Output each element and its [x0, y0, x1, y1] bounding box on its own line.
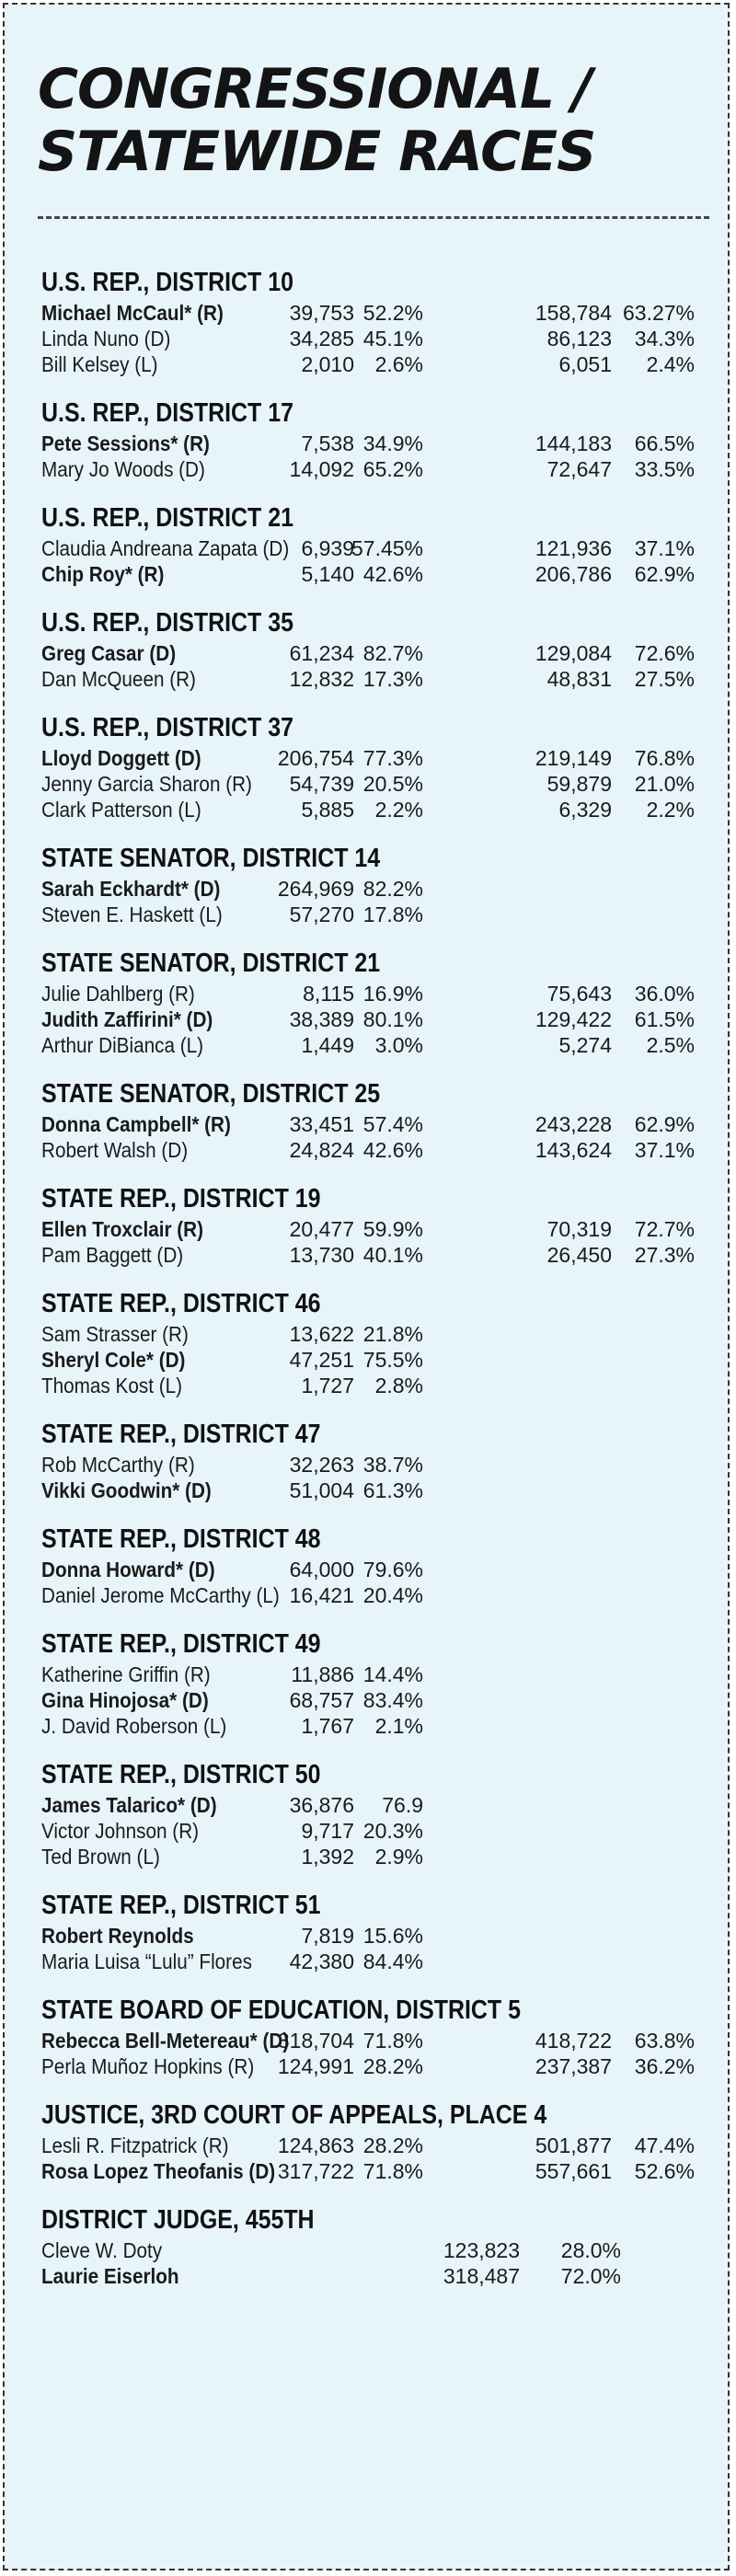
candidate-row	[41, 981, 722, 1006]
vote-percent-1: 20.5%	[362, 772, 423, 796]
vote-count-1: 1,449	[301, 1033, 354, 1057]
vote-count-1: 1,727	[301, 1374, 354, 1397]
vote-count-1: 318,487	[443, 2264, 520, 2288]
candidate-row	[41, 2263, 722, 2289]
vote-percent-1: 14.4%	[362, 1662, 423, 1686]
candidate-row	[41, 326, 722, 351]
candidate-name: Cleve W. Doty	[41, 2238, 163, 2262]
vote-count-2: 75,643	[546, 982, 612, 1006]
candidate-name: Pete Sessions* (R)	[41, 431, 210, 455]
candidate-name: Laurie Eiserloh	[41, 2264, 179, 2288]
vote-percent-2: 47.4%	[634, 2133, 695, 2157]
candidate-row	[41, 902, 722, 927]
candidate-name: Katherine Griffin (R)	[41, 1662, 211, 1686]
vote-count-2: 418,722	[535, 2029, 612, 2053]
candidate-row	[41, 1006, 722, 1032]
race-block	[41, 607, 722, 692]
candidate-row	[41, 1792, 722, 1818]
candidate-row	[41, 1818, 722, 1844]
vote-count-2: 72,647	[546, 457, 612, 481]
race-block	[41, 1628, 722, 1739]
candidate-name: Maria Luisa “Lulu” Flores	[41, 1949, 252, 1973]
vote-percent-2: 37.1%	[634, 1138, 695, 1162]
candidate-row	[41, 351, 722, 377]
vote-count-1: 6,939	[301, 536, 354, 560]
vote-percent-2: 37.1%	[634, 536, 695, 560]
candidate-row	[41, 300, 722, 326]
vote-percent-2: 72.6%	[634, 641, 695, 665]
vote-percent-1: 20.3%	[362, 1819, 423, 1843]
vote-count-2: 5,274	[558, 1033, 612, 1057]
vote-percent-1: 40.1%	[362, 1243, 423, 1267]
vote-count-2: 70,319	[546, 1217, 612, 1241]
vote-count-1: 124,863	[277, 2133, 354, 2157]
candidate-row	[41, 666, 722, 692]
candidate-name: Perla Muñoz Hopkins (R)	[41, 2054, 255, 2078]
race-title: STATE REP., DISTRICT 48	[41, 1524, 321, 1554]
vote-count-1: 206,754	[277, 746, 354, 770]
vote-count-1: 8,115	[303, 982, 354, 1006]
race-list	[41, 267, 722, 2309]
vote-percent-1: 45.1%	[362, 327, 423, 351]
candidate-name: Sam Strasser (R)	[41, 1322, 189, 1346]
vote-percent-2: 2.4%	[646, 352, 695, 376]
vote-percent-1: 28.2%	[362, 2133, 423, 2157]
vote-percent-2: 36.0%	[634, 982, 695, 1006]
race-block	[41, 397, 722, 482]
candidate-row	[41, 1844, 722, 1869]
vote-percent-1: 20.4%	[362, 1583, 423, 1607]
race-block	[41, 502, 722, 587]
vote-percent-2: 76.8%	[634, 746, 695, 770]
candidate-name: Robert Walsh (D)	[41, 1138, 189, 1162]
candidate-row	[41, 2158, 722, 2184]
vote-percent-1: 84.4%	[362, 1949, 423, 1973]
vote-percent-2: 21.0%	[634, 772, 695, 796]
vote-percent-1: 71.8%	[362, 2159, 423, 2183]
vote-percent-2: 27.3%	[634, 1243, 695, 1267]
vote-count-1: 7,819	[301, 1924, 354, 1948]
race-title: U.S. REP., DISTRICT 37	[41, 713, 293, 742]
title-line-2: STATEWIDE RACES	[38, 120, 596, 184]
vote-count-2: 129,422	[535, 1007, 612, 1031]
vote-percent-1: 38.7%	[362, 1453, 423, 1477]
vote-percent-1: 77.3%	[362, 746, 423, 770]
candidate-row	[41, 1662, 722, 1687]
vote-count-2: 144,183	[535, 431, 612, 455]
race-block	[41, 1524, 722, 1608]
race-block	[41, 267, 722, 377]
vote-percent-1: 80.1%	[362, 1007, 423, 1031]
race-block	[41, 843, 722, 927]
candidate-name: Bill Kelsey (L)	[41, 352, 158, 376]
vote-percent-1: 82.7%	[362, 641, 423, 665]
vote-percent-1: 61.3%	[362, 1478, 423, 1502]
race-block	[41, 1419, 722, 1503]
candidate-name: Greg Casar (D)	[41, 641, 177, 665]
race-block	[41, 712, 722, 822]
vote-percent-1: 76.9	[382, 1793, 423, 1817]
candidate-name: Judith Zaffirini* (D)	[41, 1007, 213, 1031]
vote-percent-1: 2.8%	[374, 1374, 423, 1397]
vote-percent-1: 17.8%	[362, 903, 423, 926]
vote-count-1: 1,767	[301, 1714, 354, 1738]
candidate-row	[41, 1713, 722, 1739]
candidate-name: Gina Hinojosa* (D)	[41, 1688, 209, 1712]
vote-count-2: 158,784	[535, 301, 612, 325]
candidate-name: Lloyd Doggett (D)	[41, 746, 201, 770]
candidate-name: Rebecca Bell-Metereau* (D)	[41, 2029, 290, 2053]
vote-count-1: 13,622	[289, 1322, 354, 1346]
vote-count-1: 13,730	[289, 1243, 354, 1267]
vote-count-1: 24,824	[289, 1138, 354, 1162]
candidate-row	[41, 1373, 722, 1398]
race-block	[41, 1288, 722, 1398]
candidate-name: Robert Reynolds	[41, 1924, 194, 1948]
candidate-name: Thomas Kost (L)	[41, 1374, 182, 1397]
candidate-row	[41, 431, 722, 456]
vote-percent-1: 82.2%	[362, 877, 423, 901]
candidate-row	[41, 1321, 722, 1347]
candidate-row	[41, 1216, 722, 1242]
candidate-name: Claudia Andreana Zapata (D)	[41, 536, 290, 560]
candidate-row	[41, 456, 722, 482]
candidate-name: James Talarico* (D)	[41, 1793, 217, 1817]
vote-percent-1: 2.6%	[374, 352, 423, 376]
vote-count-1: 317,722	[277, 2159, 354, 2183]
vote-count-1: 2,010	[301, 352, 354, 376]
vote-percent-1: 65.2%	[362, 457, 423, 481]
vote-count-2: 86,123	[546, 327, 612, 351]
vote-count-1: 1,392	[301, 1845, 354, 1869]
vote-percent-2: 27.5%	[634, 667, 695, 691]
vote-count-2: 243,228	[535, 1112, 612, 1136]
candidate-name: Pam Baggett (D)	[41, 1243, 184, 1267]
vote-percent-1: 2.9%	[374, 1845, 423, 1869]
vote-percent-1: 15.6%	[362, 1924, 423, 1948]
candidate-name: Rosa Lopez Theofanis (D)	[41, 2159, 276, 2183]
page-title	[38, 58, 719, 183]
vote-count-1: 36,876	[289, 1793, 354, 1817]
candidate-name: Arthur DiBianca (L)	[41, 1033, 204, 1057]
vote-percent-2: 72.7%	[634, 1217, 695, 1241]
candidate-row	[41, 1347, 722, 1373]
vote-count-1: 57,270	[289, 903, 354, 926]
vote-count-1: 20,477	[289, 1217, 354, 1241]
vote-percent-1: 57.45%	[351, 536, 423, 560]
candidate-name: Sarah Eckhardt* (D)	[41, 877, 221, 901]
vote-count-1: 318,704	[277, 2029, 354, 2053]
candidate-row	[41, 1687, 722, 1713]
race-block	[41, 2204, 722, 2289]
vote-percent-2: 34.3%	[634, 327, 695, 351]
race-block	[41, 1183, 722, 1268]
candidate-row	[41, 1478, 722, 1503]
vote-count-1: 14,092	[289, 457, 354, 481]
candidate-row	[41, 1582, 722, 1608]
candidate-name: Victor Johnson (R)	[41, 1819, 200, 1843]
candidate-row	[41, 2133, 722, 2158]
race-title: U.S. REP., DISTRICT 21	[41, 503, 293, 533]
vote-percent-1: 34.9%	[362, 431, 423, 455]
vote-percent-2: 62.9%	[634, 562, 695, 586]
candidate-row	[41, 2028, 722, 2053]
vote-count-1: 32,263	[289, 1453, 354, 1477]
vote-percent-1: 2.2%	[374, 798, 423, 822]
race-title: STATE REP., DISTRICT 51	[41, 1891, 321, 1920]
title-divider	[38, 216, 709, 219]
vote-count-1: 124,991	[277, 2054, 354, 2078]
race-title: DISTRICT JUDGE, 455TH	[41, 2205, 315, 2235]
vote-count-1: 42,380	[289, 1949, 354, 1973]
vote-count-1: 11,886	[291, 1662, 354, 1686]
race-title: STATE REP., DISTRICT 50	[41, 1760, 321, 1789]
race-block	[41, 1759, 722, 1869]
vote-percent-1: 21.8%	[362, 1322, 423, 1346]
vote-count-1: 5,140	[301, 562, 354, 586]
candidate-row	[41, 2053, 722, 2079]
vote-percent-1: 52.2%	[362, 301, 423, 325]
vote-count-1: 5,885	[301, 798, 354, 822]
candidate-name: Jenny Garcia Sharon (R)	[41, 772, 252, 796]
race-title: U.S. REP., DISTRICT 35	[41, 608, 293, 638]
vote-percent-2: 63.8%	[634, 2029, 695, 2053]
vote-percent-2: 62.9%	[634, 1112, 695, 1136]
vote-percent-2: 2.2%	[646, 798, 695, 822]
race-title: U.S. REP., DISTRICT 17	[41, 398, 293, 428]
candidate-row	[41, 1242, 722, 1268]
vote-percent-2: 66.5%	[634, 431, 695, 455]
race-title: STATE SENATOR, DISTRICT 14	[41, 844, 381, 873]
title-line-1: CONGRESSIONAL /	[38, 57, 592, 121]
race-title: STATE BOARD OF EDUCATION, DISTRICT 5	[41, 1995, 521, 2025]
candidate-name: Donna Campbell* (R)	[41, 1112, 231, 1136]
race-title: STATE REP., DISTRICT 49	[41, 1629, 321, 1659]
vote-percent-1: 72.0%	[560, 2264, 621, 2288]
vote-count-1: 264,969	[277, 877, 354, 901]
vote-percent-2: 52.6%	[634, 2159, 695, 2183]
candidate-name: Michael McCaul* (R)	[41, 301, 224, 325]
vote-count-1: 34,285	[289, 327, 354, 351]
race-title: STATE REP., DISTRICT 19	[41, 1184, 321, 1213]
vote-count-1: 9,717	[301, 1819, 354, 1843]
candidate-name: Rob McCarthy (R)	[41, 1453, 195, 1477]
vote-percent-1: 75.5%	[362, 1348, 423, 1372]
candidate-row	[41, 640, 722, 666]
candidate-name: Clark Patterson (L)	[41, 798, 201, 822]
vote-count-1: 51,004	[289, 1478, 354, 1502]
candidate-name: Mary Jo Woods (D)	[41, 457, 205, 481]
candidate-row	[41, 1137, 722, 1163]
race-block	[41, 1890, 722, 1974]
vote-percent-1: 42.6%	[362, 1138, 423, 1162]
vote-count-2: 129,084	[535, 641, 612, 665]
vote-count-2: 48,831	[546, 667, 612, 691]
candidate-name: Sheryl Cole* (D)	[41, 1348, 186, 1372]
vote-count-2: 501,877	[535, 2133, 612, 2157]
vote-count-1: 16,421	[289, 1583, 354, 1607]
vote-count-2: 557,661	[535, 2159, 612, 2183]
vote-count-1: 39,753	[289, 301, 354, 325]
candidate-row	[41, 2237, 722, 2263]
race-block	[41, 948, 722, 1058]
vote-count-2: 59,879	[546, 772, 612, 796]
vote-count-1: 68,757	[289, 1688, 354, 1712]
candidate-row	[41, 561, 722, 587]
vote-percent-2: 36.2%	[634, 2054, 695, 2078]
candidate-row	[41, 876, 722, 902]
candidate-row	[41, 771, 722, 797]
vote-percent-1: 57.4%	[362, 1112, 423, 1136]
candidate-name: Chip Roy* (R)	[41, 562, 165, 586]
vote-count-2: 121,936	[535, 536, 612, 560]
race-title: STATE REP., DISTRICT 46	[41, 1289, 321, 1318]
race-title: STATE REP., DISTRICT 47	[41, 1420, 321, 1449]
vote-percent-1: 28.2%	[362, 2054, 423, 2078]
vote-count-2: 6,329	[558, 798, 612, 822]
candidate-name: Ted Brown (L)	[41, 1845, 160, 1869]
candidate-row	[41, 797, 722, 822]
vote-count-2: 26,450	[546, 1243, 612, 1267]
vote-percent-1: 17.3%	[362, 667, 423, 691]
vote-percent-1: 28.0%	[560, 2238, 621, 2262]
vote-count-1: 123,823	[443, 2238, 520, 2262]
vote-count-1: 12,832	[289, 667, 354, 691]
candidate-name: Dan McQueen (R)	[41, 667, 196, 691]
candidate-row	[41, 1557, 722, 1582]
candidate-name: Donna Howard* (D)	[41, 1558, 215, 1581]
vote-count-1: 7,538	[301, 431, 354, 455]
vote-percent-1: 2.1%	[374, 1714, 423, 1738]
candidate-name: Vikki Goodwin* (D)	[41, 1478, 212, 1502]
race-title: U.S. REP., DISTRICT 10	[41, 268, 293, 297]
results-panel	[3, 3, 730, 2570]
candidate-name: Linda Nuno (D)	[41, 327, 171, 351]
race-title: JUSTICE, 3RD COURT OF APPEALS, PLACE 4	[41, 2100, 547, 2130]
candidate-name: Daniel Jerome McCarthy (L)	[41, 1583, 280, 1607]
race-block	[41, 1995, 722, 2079]
candidate-name: Steven E. Haskett (L)	[41, 903, 223, 926]
vote-percent-1: 71.8%	[362, 2029, 423, 2053]
vote-count-2: 6,051	[558, 352, 612, 376]
candidate-name: Julie Dahlberg (R)	[41, 982, 195, 1006]
vote-percent-2: 63.27%	[622, 301, 695, 325]
race-title: STATE SENATOR, DISTRICT 25	[41, 1079, 381, 1109]
candidate-row	[41, 535, 722, 561]
vote-percent-2: 2.5%	[646, 1033, 695, 1057]
vote-percent-1: 83.4%	[362, 1688, 423, 1712]
vote-count-2: 143,624	[535, 1138, 612, 1162]
vote-percent-1: 16.9%	[362, 982, 423, 1006]
vote-count-1: 61,234	[289, 641, 354, 665]
race-block	[41, 1078, 722, 1163]
candidate-row	[41, 1452, 722, 1478]
candidate-name: Lesli R. Fitzpatrick (R)	[41, 2133, 229, 2157]
vote-percent-1: 79.6%	[362, 1558, 423, 1581]
vote-percent-1: 3.0%	[374, 1033, 423, 1057]
vote-percent-2: 61.5%	[634, 1007, 695, 1031]
race-title: STATE SENATOR, DISTRICT 21	[41, 949, 381, 978]
vote-count-1: 54,739	[289, 772, 354, 796]
vote-count-1: 38,389	[289, 1007, 354, 1031]
vote-percent-2: 33.5%	[634, 457, 695, 481]
vote-count-2: 237,387	[535, 2054, 612, 2078]
race-block	[41, 2099, 722, 2184]
candidate-name: J. David Roberson (L)	[41, 1714, 227, 1738]
candidate-row	[41, 1111, 722, 1137]
candidate-row	[41, 1949, 722, 1974]
vote-count-1: 64,000	[289, 1558, 354, 1581]
vote-count-2: 219,149	[535, 746, 612, 770]
vote-percent-1: 42.6%	[362, 562, 423, 586]
candidate-row	[41, 745, 722, 771]
candidate-row	[41, 1032, 722, 1058]
vote-count-1: 33,451	[289, 1112, 354, 1136]
candidate-name: Ellen Troxclair (R)	[41, 1217, 204, 1241]
vote-count-2: 206,786	[535, 562, 612, 586]
vote-percent-1: 59.9%	[362, 1217, 423, 1241]
candidate-row	[41, 1923, 722, 1949]
vote-count-1: 47,251	[289, 1348, 354, 1372]
